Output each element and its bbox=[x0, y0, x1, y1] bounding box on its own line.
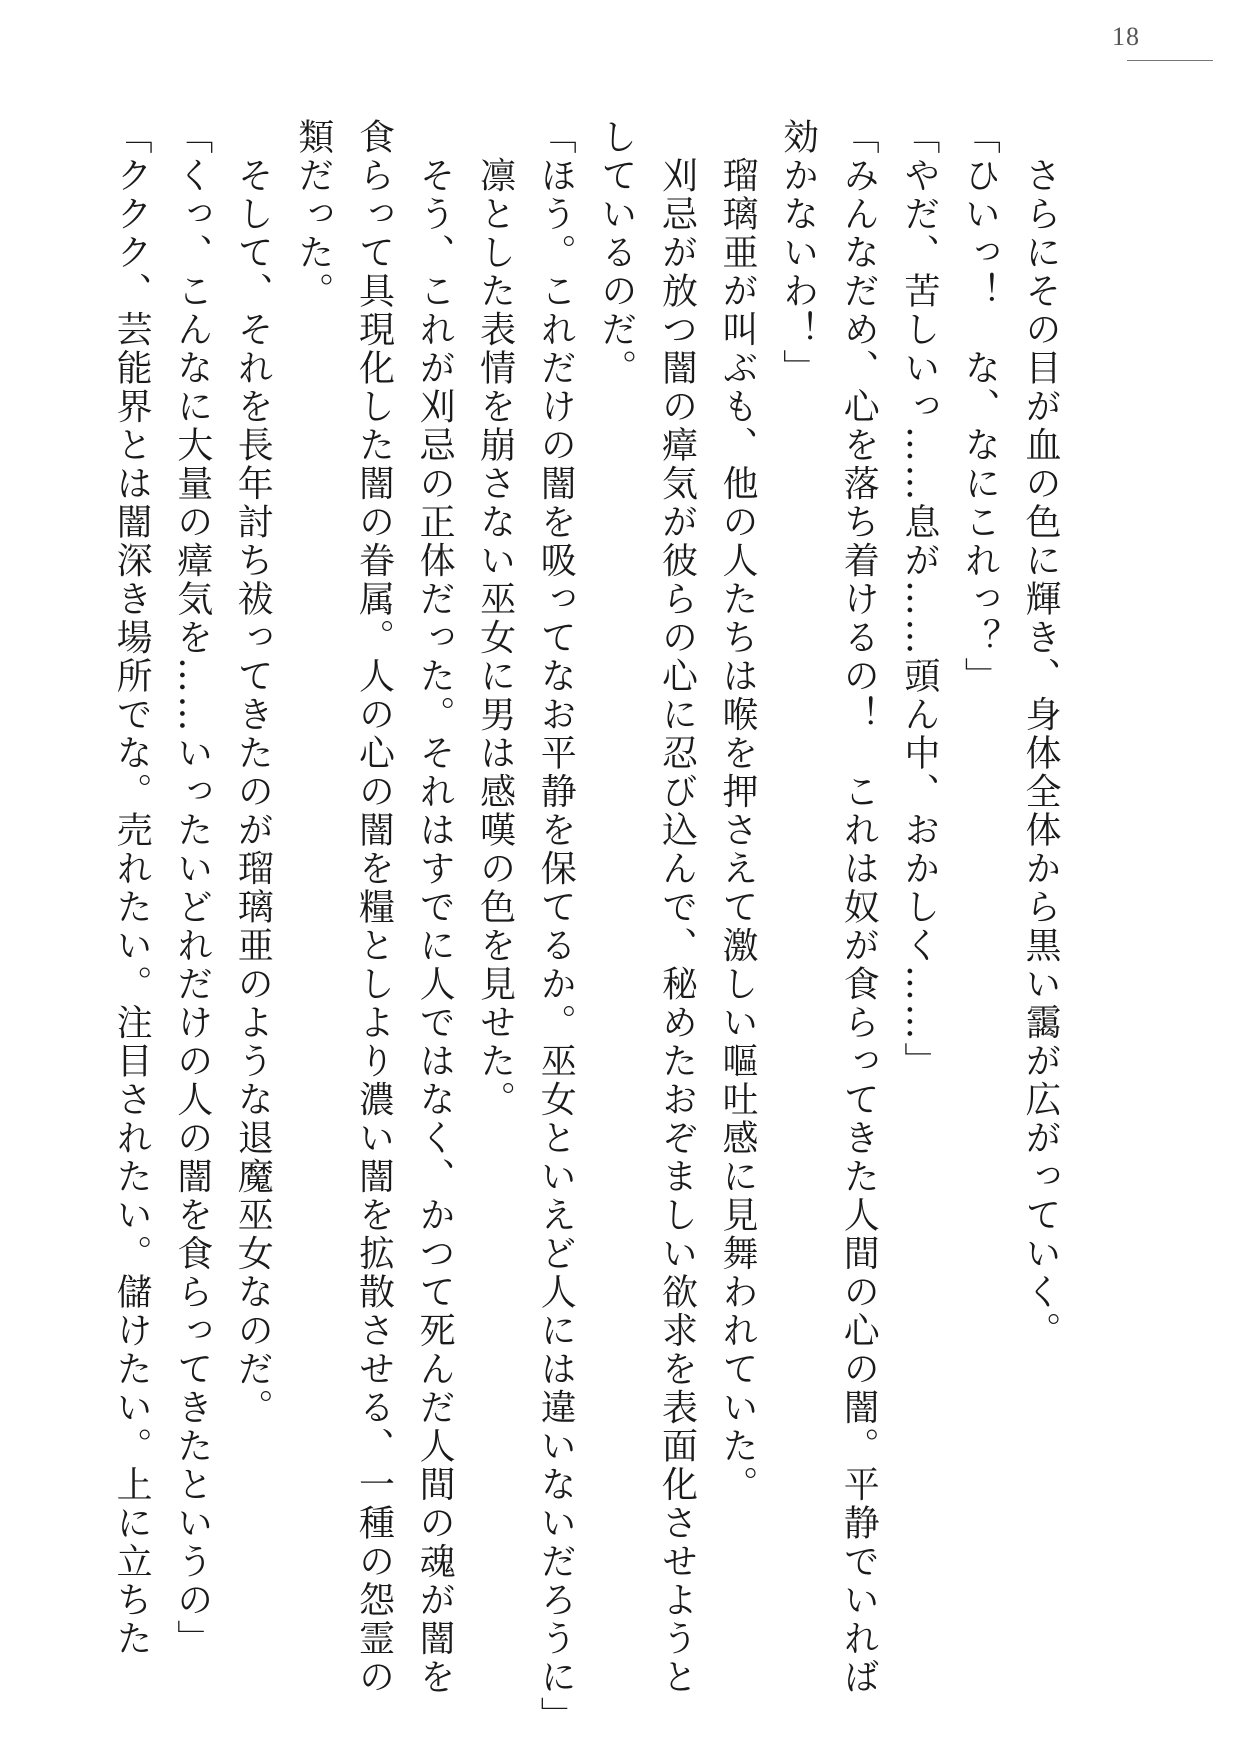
paragraph: 「ククク、芸能界とは闇深き場所でな。売れたい。注目されたい。儲けたい。上に立ちた bbox=[111, 118, 153, 1658]
paragraph: そう、これが刈忌の正体だった。それはすでに人ではなく、かつて死んだ人間の魂が闇を食らって具現化した闇の眷属。人の心の闇を糧としより濃い闇を拡散させる、一種の怨霊の類だった。 bbox=[292, 118, 456, 1697]
body-text bbox=[70, 118, 1070, 1735]
paragraph: 「ほう。これだけの闇を吸ってなお平静を保てるか。巫女といえど人には違いないだろうに」 bbox=[535, 118, 577, 1735]
paragraph: 「やだ、苦しいっ……息が……頭ん中、おかしく……」 bbox=[898, 118, 940, 1081]
paragraph: 刈忌が放つ闇の瘴気が彼らの心に忍び込んで、秘めたおぞましい欲求を表面化させようとしているのだ。 bbox=[595, 118, 698, 1697]
paragraph: 「みんなだめ、心を落ち着けるの！ これは奴が食らってきた人間の心の闇。平静でいれば効かないわ！」 bbox=[777, 118, 880, 1697]
paragraph: 凛とした表情を崩さない巫女に男は感嘆の色を見せた。 bbox=[474, 118, 516, 1119]
paragraph: さらにその目が血の色に輝き、身体全体から黒い靄が広がっていく。 bbox=[1020, 118, 1061, 1350]
paragraph: 瑠璃亜が叫ぶも、他の人たちは喉を押さえて激しい嘔吐感に見舞われていた。 bbox=[717, 118, 759, 1504]
paragraph: 「くっ、こんなに大量の瘴気を……いったいどれだけの人の闇を食らってきたというの」 bbox=[171, 118, 213, 1658]
page-number: 18 bbox=[1112, 22, 1140, 51]
paragraph: そして、それを長年討ち祓ってきたのが瑠璃亜のような退魔巫女なのだ。 bbox=[232, 118, 274, 1427]
page-number-rule bbox=[1127, 60, 1213, 61]
paragraph: 「ひいっ！ な、なにこれっ？」 bbox=[959, 118, 1001, 696]
